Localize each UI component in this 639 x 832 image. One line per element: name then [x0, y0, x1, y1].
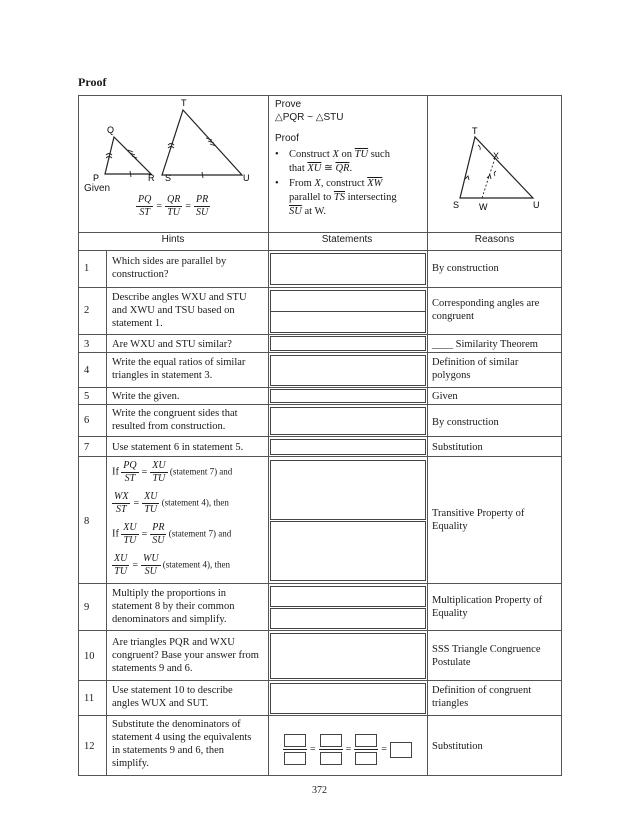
header-hints: Hints: [161, 234, 185, 245]
hint-cell: Are WXU and STU similar?: [112, 339, 232, 350]
divider: [427, 232, 428, 776]
divider: [78, 232, 562, 233]
hint-cell: Use statement 6 in statement 5.: [112, 442, 244, 453]
segment-xw: [482, 158, 495, 198]
parallel-arrow: [465, 175, 491, 180]
segment: $\overline{XW}$: [367, 178, 383, 189]
fraction-blank: [354, 734, 378, 765]
ratio-den: TU: [152, 473, 166, 484]
statement-input[interactable]: [270, 439, 426, 455]
text: on: [341, 149, 353, 160]
statement-input[interactable]: [270, 311, 426, 333]
ratio: [141, 553, 161, 578]
reason-cell: SSS Triangle Congruence Postulate: [432, 644, 541, 668]
row-number: 7: [84, 442, 90, 453]
divider: [106, 250, 107, 776]
text: If: [112, 466, 119, 478]
reason-cell: Definition of similar polygons: [432, 357, 519, 381]
row8-line: [112, 522, 268, 553]
equals-sign: =: [381, 744, 387, 755]
row-number: 4: [84, 365, 90, 376]
ratio-den: ST: [124, 473, 136, 484]
fraction-blank: [319, 734, 343, 765]
statement-input[interactable]: [270, 683, 426, 714]
hint-cell: Write the equal ratios of similar triangles in statement 3.: [112, 357, 246, 381]
segment: $\overline{QR}$: [335, 163, 350, 174]
equals-sign: =: [141, 467, 148, 478]
ratio-num: PQ: [123, 460, 137, 471]
reason-cell: By construction: [432, 417, 499, 428]
segment: $\overline{TU}$: [354, 149, 369, 160]
triangle-pqr: [105, 137, 151, 174]
row12-equation: [283, 734, 412, 765]
fraction-bar: [354, 749, 378, 750]
vertex-label: Q: [107, 125, 115, 135]
divider: [78, 630, 562, 631]
row8-hint: [112, 460, 268, 584]
bullet-2: [275, 177, 425, 219]
fraction-bar: [319, 749, 343, 750]
ratio-num: WX: [114, 491, 129, 502]
reason-cell: Substitution: [432, 741, 483, 752]
statement-input[interactable]: [270, 389, 426, 403]
text: , construct: [320, 178, 365, 189]
triangle-stu: [460, 137, 533, 198]
reason-cell: ____ Similarity Theorem: [432, 339, 538, 350]
equals-sign: =: [141, 529, 148, 540]
proof-label: Proof: [275, 133, 299, 144]
text: .: [349, 163, 353, 174]
header-reasons: Reasons: [474, 234, 515, 245]
ratio: [194, 194, 210, 219]
segment: $\overline{XU}$: [307, 163, 322, 174]
side-mark: [128, 150, 137, 158]
statement-input[interactable]: [270, 253, 426, 285]
hint-cell: Use statement 10 to describe angles WUX and SUT.: [112, 685, 233, 709]
prove-label: Prove: [275, 99, 302, 110]
divider: [78, 334, 562, 335]
ratio: [165, 194, 182, 219]
row-number: 12: [84, 741, 95, 752]
row8-line: [112, 553, 268, 584]
ratio: [121, 460, 138, 485]
divider: [78, 680, 562, 681]
vertex-label: S: [453, 200, 460, 210]
denominator-input[interactable]: [355, 752, 377, 765]
ratio-den: SU: [195, 207, 209, 218]
equals-sign: =: [156, 201, 162, 212]
ratio-num: XU: [123, 522, 137, 533]
ratio-num: PR: [195, 194, 209, 205]
hint-cell: Write the given.: [112, 391, 180, 402]
result-input[interactable]: [390, 742, 412, 758]
ratio-num: XU: [152, 460, 166, 471]
divider: [427, 95, 428, 232]
vertex-label: X: [493, 151, 500, 161]
vertex-label: P: [93, 173, 100, 183]
divider: [78, 715, 562, 716]
divider: [78, 404, 562, 405]
reason-cell: Corresponding angles are congruent: [432, 298, 540, 322]
text: X: [332, 149, 339, 160]
text: If: [112, 528, 119, 540]
statement-input[interactable]: [270, 407, 426, 435]
given-label: Given: [84, 183, 111, 194]
statement-input[interactable]: [270, 633, 426, 679]
divider: [78, 387, 562, 388]
divider: [268, 95, 269, 232]
ratio: [136, 194, 153, 219]
statement-input[interactable]: [270, 355, 426, 386]
header-statements: Statements: [321, 234, 373, 245]
section-title: Proof: [78, 75, 107, 89]
row-number: 5: [84, 391, 90, 402]
given-statement: [136, 194, 210, 219]
segment: $\overline{SU}$: [289, 206, 302, 217]
hint-cell: Multiply the proportions in statement 8 by their common denominators and simplify.: [112, 588, 235, 625]
row-number: 2: [84, 305, 90, 316]
prove-statement: △PQR ~ △STU: [275, 112, 344, 123]
statement-input[interactable]: [270, 460, 426, 520]
numerator-input[interactable]: [320, 734, 342, 747]
divider: [78, 456, 562, 457]
ratio-den: TU: [144, 504, 158, 515]
vertex-label: R: [148, 173, 155, 183]
side-mark: [130, 171, 131, 177]
side-mark: [202, 172, 203, 178]
bullet-icon: •: [275, 149, 279, 160]
text: From: [289, 178, 312, 189]
statement-input[interactable]: [270, 290, 426, 312]
row-number: 6: [84, 415, 90, 426]
row-number: 9: [84, 602, 90, 613]
ratio-den: ST: [115, 504, 127, 515]
ratio-num: PQ: [138, 194, 152, 205]
ratio: [142, 491, 159, 516]
congruent-symbol: ≅: [324, 163, 333, 174]
reason-cell: Multiplication Property of Equality: [432, 595, 543, 619]
text: such: [370, 149, 390, 160]
ratio-num: WU: [142, 553, 159, 564]
statement-input[interactable]: [270, 608, 426, 629]
hint-cell: Are triangles PQR and WXU congruent? Base your answer from statements 9 and 6.: [112, 637, 259, 674]
hint-cell: Substitute the denominators of statement 4 using the equivalents in statements 9 and 6, then simplify.: [112, 719, 252, 769]
fraction-bar: [283, 749, 307, 750]
reason-cell: Substitution: [432, 442, 483, 453]
ratio-den: SU: [152, 535, 165, 546]
ratio: [112, 491, 130, 516]
row-number: 8: [84, 516, 90, 527]
triangle-stu: [162, 110, 242, 175]
note: (statement 4), then: [162, 559, 231, 570]
divider: [78, 352, 562, 353]
row8-line: [112, 491, 268, 522]
ratio-den: SU: [144, 566, 157, 577]
note: (statement 7) and: [168, 528, 232, 539]
vertex-label: U: [533, 200, 540, 210]
text: that: [289, 163, 305, 174]
vertex-label: T: [472, 126, 478, 136]
numerator-input[interactable]: [284, 734, 306, 747]
ratio: [150, 460, 167, 485]
ratio: [150, 522, 166, 547]
equals-sign: =: [132, 560, 138, 571]
note: (statement 4), then: [161, 497, 229, 508]
ratio-num: XU: [144, 491, 158, 502]
statement-input[interactable]: [270, 586, 426, 607]
ratio: [112, 553, 129, 578]
reason-cell: By construction: [432, 263, 499, 274]
ratio-num: PR: [152, 522, 165, 533]
reason-cell: Definition of congruent triangles: [432, 685, 532, 709]
bullet-icon: •: [275, 178, 279, 189]
ratio-den: TU: [167, 207, 181, 218]
hint-cell: Describe angles WXU and STU and XWU and TSU based on statement 1.: [112, 292, 247, 329]
row-number: 11: [84, 693, 95, 704]
ratio-num: XU: [114, 553, 128, 564]
row8-line: [112, 460, 268, 491]
reason-cell: Given: [432, 391, 458, 402]
vertex-label: W: [479, 202, 488, 212]
numerator-input[interactable]: [355, 734, 377, 747]
ratio: [121, 522, 138, 547]
text: intersecting: [347, 192, 397, 203]
segment: $\overline{TS}$: [333, 192, 345, 203]
text: at W.: [304, 206, 327, 217]
denominator-input[interactable]: [284, 752, 306, 765]
text: X: [314, 178, 321, 189]
hint-cell: Write the congruent sides that resulted from construction.: [112, 408, 238, 432]
proof-bullets: [275, 148, 425, 219]
bullet-1: [275, 148, 425, 176]
equals-sign: =: [185, 201, 191, 212]
text: Construct: [289, 149, 330, 160]
ratio-num: QR: [166, 194, 181, 205]
text: parallel to: [289, 192, 332, 203]
vertex-label: S: [165, 173, 172, 183]
note: (statement 7) and: [169, 466, 233, 477]
equals-sign: =: [310, 744, 316, 755]
hint-cell: Which sides are parallel by construction?: [112, 256, 227, 280]
equals-sign: =: [345, 744, 352, 755]
divider: [78, 287, 562, 288]
ratio-den: ST: [139, 207, 150, 218]
divider: [268, 232, 269, 776]
statement-input[interactable]: [270, 521, 426, 581]
construction-figure: [429, 97, 560, 231]
row-number: 10: [84, 651, 95, 662]
fraction-blank: [283, 734, 307, 765]
reason-cell: Transitive Property of Equality: [432, 508, 525, 532]
equals-sign: =: [133, 498, 140, 509]
divider: [78, 250, 562, 251]
row-number: 3: [84, 339, 90, 350]
divider: [78, 436, 562, 437]
vertex-label: T: [181, 98, 187, 108]
statement-input[interactable]: [270, 336, 426, 351]
vertex-label: U: [243, 173, 250, 183]
ratio-den: TU: [123, 535, 137, 546]
denominator-input[interactable]: [320, 752, 342, 765]
ratio-den: TU: [114, 566, 128, 577]
page-number: 372: [312, 785, 327, 796]
row-number: 1: [84, 263, 90, 274]
